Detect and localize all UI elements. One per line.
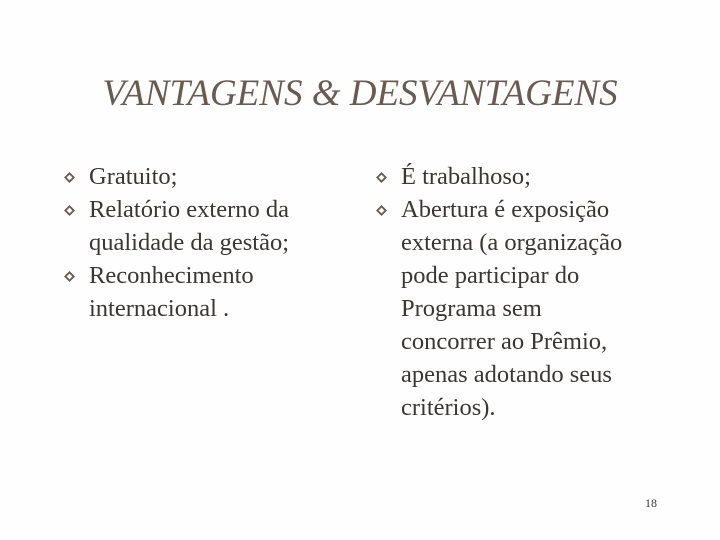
list-item <box>64 259 334 325</box>
bullet-line: concorrer ao Prêmio, <box>401 328 608 355</box>
diamond-bullet-icon <box>376 172 387 183</box>
bullet-line: qualidade da gestão; <box>89 229 290 256</box>
bullet-line: Abertura é exposição <box>401 196 610 223</box>
diamond-bullet-icon <box>376 205 387 216</box>
diamond-bullet-icon <box>64 172 75 183</box>
bullet-line: pode participar do <box>401 262 580 289</box>
list-item <box>376 193 676 424</box>
list-item <box>64 193 334 259</box>
bullet-line: Reconhecimento <box>89 262 254 289</box>
bullet-line: Programa sem <box>401 295 542 322</box>
disadvantages-list <box>376 160 676 424</box>
advantages-list <box>64 160 334 325</box>
diamond-bullet-icon <box>64 205 75 216</box>
list-item <box>376 160 676 193</box>
bullet-line: externa (a organização <box>401 229 623 256</box>
bullet-line: critérios). <box>401 394 496 421</box>
slide-title: VANTAGENS & DESVANTAGENS <box>102 73 618 114</box>
bullet-line: É trabalhoso; <box>401 163 531 190</box>
page-number: 18 <box>645 496 657 510</box>
list-item <box>64 160 334 193</box>
diamond-bullet-icon <box>64 271 75 282</box>
bullet-line: internacional . <box>89 295 230 322</box>
bullet-line: Relatório externo da <box>89 196 290 223</box>
bullet-line: apenas adotando seus <box>401 361 612 388</box>
bullet-line: Gratuito; <box>89 163 178 190</box>
